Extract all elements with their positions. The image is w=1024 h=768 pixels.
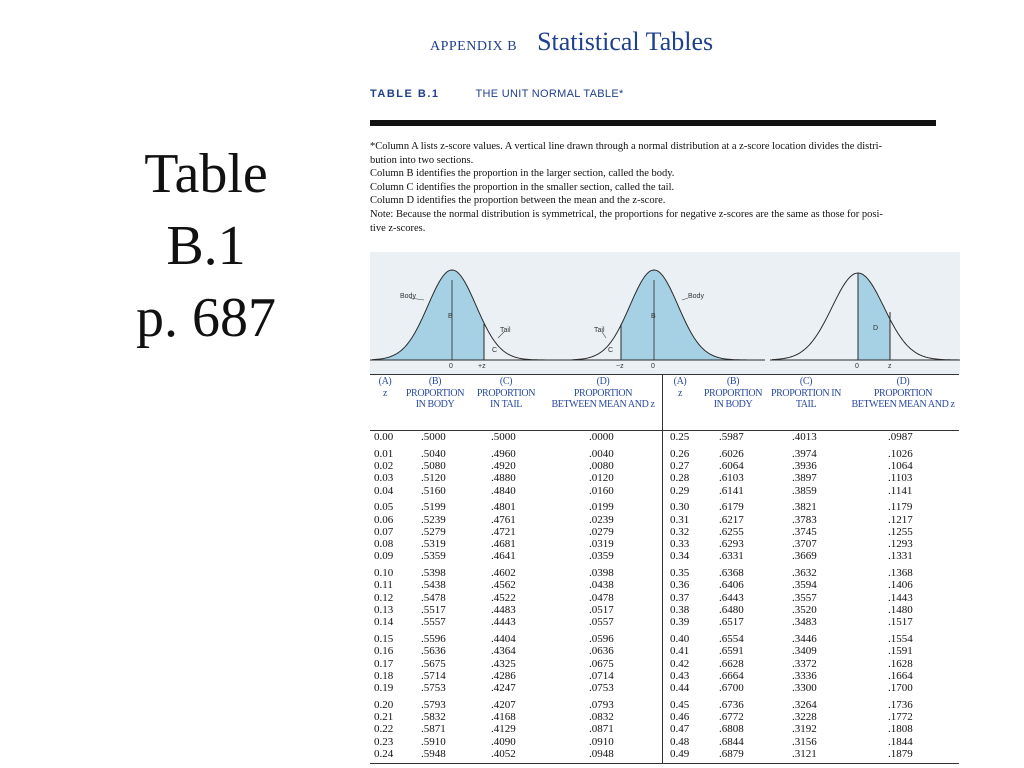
c-label: C xyxy=(608,347,614,354)
table-caption xyxy=(370,88,624,100)
table-cell: .3156 xyxy=(792,735,817,748)
header-line: (C) xyxy=(499,376,513,387)
table-cell: 0.31 xyxy=(670,513,690,526)
table-cell: .5871 xyxy=(421,723,446,736)
table-cell: 0.19 xyxy=(374,682,394,695)
table-cell: .1141 xyxy=(888,484,913,497)
note-line: tive z-scores. xyxy=(370,222,426,234)
table-cell: .6736 xyxy=(719,698,744,711)
table-cell: .0438 xyxy=(589,579,614,592)
table-cell: .0714 xyxy=(589,669,614,682)
table-cell: .5753 xyxy=(421,682,446,695)
table-cell: .4920 xyxy=(491,459,516,472)
b-label: B xyxy=(448,313,453,320)
header-line: BETWEEN MEAN AND z xyxy=(851,399,955,410)
table-cell: 0.10 xyxy=(374,567,394,580)
table-cell: .4880 xyxy=(491,472,516,485)
header-line: (A) xyxy=(378,376,392,387)
table-cell: .0557 xyxy=(589,616,614,629)
body-region-b xyxy=(372,270,484,360)
table-cell: .4483 xyxy=(491,604,516,617)
table-cell: .6103 xyxy=(719,472,744,485)
table-cell: .4681 xyxy=(491,538,516,551)
table-cell: .3192 xyxy=(792,723,817,736)
table-cell: .6628 xyxy=(719,657,744,670)
table-cell: 0.35 xyxy=(670,567,690,580)
table-cell: 0.43 xyxy=(670,669,690,682)
table-cell: .4721 xyxy=(491,525,516,538)
table-cell: .5910 xyxy=(421,735,446,748)
table-number: TABLE B.1 xyxy=(370,88,440,100)
header-line: IN BODY xyxy=(713,399,753,410)
header-line: (D) xyxy=(596,376,610,387)
header-line: (C) xyxy=(799,376,813,387)
table-cell: 0.29 xyxy=(670,484,690,497)
header-c xyxy=(474,376,538,411)
table-cell: 0.48 xyxy=(670,735,690,748)
table-cell: .4168 xyxy=(491,711,516,724)
table-cell: .5596 xyxy=(421,633,446,646)
table-cell: 0.37 xyxy=(670,591,690,604)
table-cell: 0.34 xyxy=(670,550,690,563)
table-cell: .6293 xyxy=(719,538,744,551)
table-cell: 0.00 xyxy=(374,431,394,443)
table-cell: 0.23 xyxy=(374,735,394,748)
table-cell: .0910 xyxy=(589,735,614,748)
table-cell: .6255 xyxy=(719,525,744,538)
table-cell: 0.39 xyxy=(670,616,690,629)
table-cell: .5040 xyxy=(421,447,446,460)
table-cell: .6772 xyxy=(719,711,744,724)
header-b-right xyxy=(702,376,764,411)
table-cell: 0.36 xyxy=(670,579,690,592)
panel-body-tail-positive xyxy=(370,270,570,370)
table-cell: 0.46 xyxy=(670,711,690,724)
table-cell: .1628 xyxy=(888,657,913,670)
column-body-right xyxy=(719,431,744,760)
table-cell: .5832 xyxy=(421,711,446,724)
table-cell: 0.14 xyxy=(374,616,394,629)
table-cell: .5080 xyxy=(421,459,446,472)
body-region-b xyxy=(621,270,762,360)
table-cell: 0.16 xyxy=(374,645,394,658)
table-cell: .0753 xyxy=(589,682,614,695)
table-cell: .6443 xyxy=(719,591,744,604)
table-cell: .5557 xyxy=(421,616,446,629)
normal-curves-figure xyxy=(370,252,960,374)
table-cell: .1664 xyxy=(888,669,913,682)
table-cell: .0000 xyxy=(589,431,614,443)
table-top-rule xyxy=(370,374,959,375)
table-cell: .3121 xyxy=(792,748,817,761)
table-cell: .0636 xyxy=(589,645,614,658)
table-cell: 0.20 xyxy=(374,698,394,711)
header-line: PROPORTION xyxy=(405,387,465,399)
table-cell: 0.15 xyxy=(374,633,394,646)
table-cell: .1217 xyxy=(888,513,913,526)
header-a xyxy=(370,376,400,399)
table-cell: .3483 xyxy=(792,616,817,629)
header-line: (B) xyxy=(428,376,442,387)
table-cell: .4247 xyxy=(491,682,516,695)
table-cell: 0.33 xyxy=(670,538,690,551)
table-cell: .5359 xyxy=(421,550,446,563)
table-name: THE UNIT NORMAL TABLE* xyxy=(475,88,624,100)
table-cell: .4129 xyxy=(491,723,516,736)
z-label: +z xyxy=(478,363,486,370)
table-cell: 0.32 xyxy=(670,525,690,538)
table-cell: .3783 xyxy=(792,513,817,526)
table-cell: .3897 xyxy=(792,472,817,485)
table-cell: .0793 xyxy=(589,698,614,711)
table-cell: .3707 xyxy=(792,538,817,551)
table-cell: .5160 xyxy=(421,484,446,497)
table-cell: .5714 xyxy=(421,669,446,682)
table-cell: .4286 xyxy=(491,669,516,682)
zero-label: 0 xyxy=(651,363,655,370)
table-cell: 0.45 xyxy=(670,698,690,711)
table-cell: 0.28 xyxy=(670,472,690,485)
table-cell: .6808 xyxy=(719,723,744,736)
table-cell: .6217 xyxy=(719,513,744,526)
table-cell: .0987 xyxy=(888,431,913,443)
table-cell: .6141 xyxy=(719,484,744,497)
table-cell: .4443 xyxy=(491,616,516,629)
table-cell: .5279 xyxy=(421,525,446,538)
table-cell: .1064 xyxy=(888,459,913,472)
table-cell: 0.30 xyxy=(670,501,690,514)
table-cell: .6844 xyxy=(719,735,744,748)
header-line: IN BODY xyxy=(415,399,455,410)
table-cell: .0040 xyxy=(589,447,614,460)
table-cell: .5793 xyxy=(421,698,446,711)
table-cell: .1026 xyxy=(888,447,913,460)
table-cell: .1700 xyxy=(888,682,913,695)
table-cell: .3859 xyxy=(792,484,817,497)
table-cell: .5239 xyxy=(421,513,446,526)
table-cell: .5675 xyxy=(421,657,446,670)
table-cell: 0.44 xyxy=(670,682,690,695)
d-label: D xyxy=(873,325,879,332)
table-cell: .1179 xyxy=(888,501,913,514)
table-cell: .1443 xyxy=(888,591,913,604)
table-cell: 0.12 xyxy=(374,591,394,604)
note-line: Column C identifies the proportion in the smaller section, called the tail. xyxy=(370,181,675,193)
table-cell: .3409 xyxy=(792,645,817,658)
table-cell: .5319 xyxy=(421,538,446,551)
slide-label-line-1: Table xyxy=(144,143,268,205)
table-cell: .1879 xyxy=(888,748,913,761)
table-cell: 0.40 xyxy=(670,633,690,646)
table-header-rule xyxy=(370,430,959,431)
table-cell: .6591 xyxy=(719,645,744,658)
zero-label: 0 xyxy=(449,363,453,370)
table-cell: .0199 xyxy=(589,501,614,514)
table-cell: .5000 xyxy=(491,431,516,443)
note-line: Column D identifies the proportion between the mean and the z-score. xyxy=(370,195,666,207)
table-cell: .1406 xyxy=(888,579,913,592)
note-line: *Column A lists z-score values. A vertical line drawn through a normal distribution at a z-score location divides the distri- xyxy=(370,141,883,152)
table-cell: .4801 xyxy=(491,501,516,514)
table-cell: 0.26 xyxy=(670,447,690,460)
table-cell: .4090 xyxy=(491,735,516,748)
table-cell: .5120 xyxy=(421,472,446,485)
table-cell: .4562 xyxy=(491,579,516,592)
header-c-right xyxy=(770,376,842,411)
table-cell: .3557 xyxy=(792,591,817,604)
table-cell: .4840 xyxy=(491,484,516,497)
table-cell: 0.21 xyxy=(374,711,394,724)
table-notes xyxy=(370,140,936,235)
table-cell: .3632 xyxy=(792,567,817,580)
table-bottom-rule xyxy=(370,763,959,764)
table-cell: .4013 xyxy=(792,431,817,443)
table-cell: .1517 xyxy=(888,616,913,629)
table-cell: .3264 xyxy=(792,698,817,711)
table-cell: 0.05 xyxy=(374,501,394,514)
table-cell: .4364 xyxy=(491,645,516,658)
table-cell: .0239 xyxy=(589,513,614,526)
column-z-left xyxy=(374,431,393,760)
table-cell: .0517 xyxy=(589,604,614,617)
table-cell: .3228 xyxy=(792,711,817,724)
normal-curves-svg xyxy=(370,252,960,374)
heavy-rule xyxy=(370,120,936,126)
table-cell: .3336 xyxy=(792,669,817,682)
z-label: z xyxy=(888,363,892,370)
header-b xyxy=(404,376,466,411)
column-body-left xyxy=(421,431,446,760)
table-cell: .0832 xyxy=(589,711,614,724)
tail-label: Tail xyxy=(500,327,511,334)
table-cell: .0160 xyxy=(589,484,614,497)
table-cell: .3372 xyxy=(792,657,817,670)
table-cell: 0.42 xyxy=(670,657,690,670)
table-cell: .3520 xyxy=(792,604,817,617)
table-cell: .4325 xyxy=(491,657,516,670)
table-cell: .1772 xyxy=(888,711,913,724)
table-cell: 0.47 xyxy=(670,723,690,736)
table-cell: .0359 xyxy=(589,550,614,563)
table-cell: .6026 xyxy=(719,447,744,460)
column-tail-left xyxy=(491,431,516,760)
table-cell: .5517 xyxy=(421,604,446,617)
table-cell: .1736 xyxy=(888,698,913,711)
table-cell: .5398 xyxy=(421,567,446,580)
header-line: PROPORTION xyxy=(476,387,536,399)
column-mean-to-z-right xyxy=(888,431,913,760)
note-line: Note: Because the normal distribution is symmetrical, the proportions for negative z-scores are the same as those for posi- xyxy=(370,208,883,220)
slide-label xyxy=(120,138,292,354)
table-mid-divider xyxy=(662,374,663,764)
header-line: IN TAIL xyxy=(489,399,523,410)
header-d xyxy=(548,376,658,411)
table-cell: .0596 xyxy=(589,633,614,646)
table-cell: .3936 xyxy=(792,459,817,472)
table-cell: 0.13 xyxy=(374,604,394,617)
table-cell: .4522 xyxy=(491,591,516,604)
header-line: TAIL xyxy=(795,399,817,410)
table-cell: 0.06 xyxy=(374,513,394,526)
note-line: Column B identifies the proportion in the larger section, called the body. xyxy=(370,168,675,180)
table-cell: 0.08 xyxy=(374,538,394,551)
table-cell: .5478 xyxy=(421,591,446,604)
table-cell: .1368 xyxy=(888,567,913,580)
table-cell: .5000 xyxy=(421,431,446,443)
table-cell: .6368 xyxy=(719,567,744,580)
header-line: z xyxy=(382,387,388,399)
table-cell: .6179 xyxy=(719,501,744,514)
table-cell: .1591 xyxy=(888,645,913,658)
table-cell: .3669 xyxy=(792,550,817,563)
body-label: Body xyxy=(688,293,704,300)
header-line: (A) xyxy=(673,376,687,387)
table-cell: .1808 xyxy=(888,723,913,736)
table-cell: .6064 xyxy=(719,459,744,472)
b-label: B xyxy=(651,313,656,320)
table-cell: 0.17 xyxy=(374,657,394,670)
table-cell: 0.11 xyxy=(374,579,393,592)
table-cell: .3594 xyxy=(792,579,817,592)
header-line: (B) xyxy=(726,376,740,387)
table-cell: .1844 xyxy=(888,735,913,748)
body-label: Body xyxy=(400,293,416,300)
table-cell: .0279 xyxy=(589,525,614,538)
table-cell: .6700 xyxy=(719,682,744,695)
table-cell: .5438 xyxy=(421,579,446,592)
header-line: PROPORTION xyxy=(573,387,633,399)
slide-label-line-2: B.1 xyxy=(166,215,246,277)
table-cell: 0.02 xyxy=(374,459,394,472)
table-cell: .1293 xyxy=(888,538,913,551)
note-line: bution into two sections. xyxy=(370,154,474,166)
table-cell: 0.04 xyxy=(374,484,394,497)
table-cell: .6517 xyxy=(719,616,744,629)
table-cell: .5199 xyxy=(421,501,446,514)
table-cell: 0.24 xyxy=(374,748,394,761)
table-cell: .0319 xyxy=(589,538,614,551)
c-label: C xyxy=(492,347,498,354)
table-cell: .6554 xyxy=(719,633,744,646)
table-cell: .5948 xyxy=(421,748,446,761)
table-cell: .3745 xyxy=(792,525,817,538)
table-cell: .4207 xyxy=(491,698,516,711)
table-cell: .4641 xyxy=(491,550,516,563)
table-cell: .0871 xyxy=(589,723,614,736)
table-cell: .0948 xyxy=(589,748,614,761)
table-cell: 0.07 xyxy=(374,525,394,538)
table-cell: .6879 xyxy=(719,748,744,761)
table-cell: .0398 xyxy=(589,567,614,580)
table-cell: .1480 xyxy=(888,604,913,617)
panel-body-tail-negative xyxy=(570,270,765,370)
header-d-right xyxy=(848,376,958,411)
table-cell: .3821 xyxy=(792,501,817,514)
table-cell: .6331 xyxy=(719,550,744,563)
header-line: PROPORTION IN xyxy=(770,387,842,399)
table-cell: .6406 xyxy=(719,579,744,592)
table-cell: .1554 xyxy=(888,633,913,646)
table-cell: 0.38 xyxy=(670,604,690,617)
table-cell: .1255 xyxy=(888,525,913,538)
table-cell: 0.01 xyxy=(374,447,394,460)
header-line: PROPORTION xyxy=(873,387,933,399)
table-cell: .4602 xyxy=(491,567,516,580)
column-tail-right xyxy=(792,431,817,760)
table-cell: .4761 xyxy=(491,513,516,526)
appendix-label: APPENDIX B xyxy=(430,39,518,54)
table-cell: .3446 xyxy=(792,633,817,646)
table-cell: .4404 xyxy=(491,633,516,646)
table-cell: .1331 xyxy=(888,550,913,563)
table-cell: 0.09 xyxy=(374,550,394,563)
table-cell: 0.25 xyxy=(670,431,690,443)
table-cell: 0.27 xyxy=(670,459,690,472)
panel-between-mean-and-z xyxy=(770,273,960,370)
table-cell: 0.41 xyxy=(670,645,690,658)
z-label: −z xyxy=(616,363,624,370)
table-cell: 0.22 xyxy=(374,723,394,736)
table-cell: .0478 xyxy=(589,591,614,604)
table-cell: .4960 xyxy=(491,447,516,460)
table-cell: .0080 xyxy=(589,459,614,472)
header-line: z xyxy=(677,387,683,399)
header-line: (D) xyxy=(896,376,910,387)
table-cell: .5987 xyxy=(719,431,744,443)
table-cell: 0.18 xyxy=(374,669,394,682)
header-line: PROPORTION xyxy=(703,387,763,399)
column-z-right xyxy=(670,431,689,760)
table-cell: 0.03 xyxy=(374,472,394,485)
appendix-title: Statistical Tables xyxy=(537,27,714,56)
table-cell: .3300 xyxy=(792,682,817,695)
unit-normal-table xyxy=(370,374,959,764)
table-cell: .6664 xyxy=(719,669,744,682)
header-a-right xyxy=(666,376,694,399)
column-mean-to-z-left xyxy=(589,431,614,760)
header-line: BETWEEN MEAN AND z xyxy=(551,399,655,410)
appendix-header xyxy=(430,27,713,57)
table-cell: .0675 xyxy=(589,657,614,670)
table-cell: .4052 xyxy=(491,748,516,761)
zero-label: 0 xyxy=(855,363,859,370)
table-cell: .3974 xyxy=(792,447,817,460)
slide-label-line-3: p. 687 xyxy=(136,287,276,349)
table-cell: .1103 xyxy=(888,472,913,485)
table-cell: 0.49 xyxy=(670,748,690,761)
table-cell: .6480 xyxy=(719,604,744,617)
table-cell: .5636 xyxy=(421,645,446,658)
d-region xyxy=(858,273,890,360)
tail-label: Tail xyxy=(594,327,605,334)
table-cell: .0120 xyxy=(589,472,614,485)
